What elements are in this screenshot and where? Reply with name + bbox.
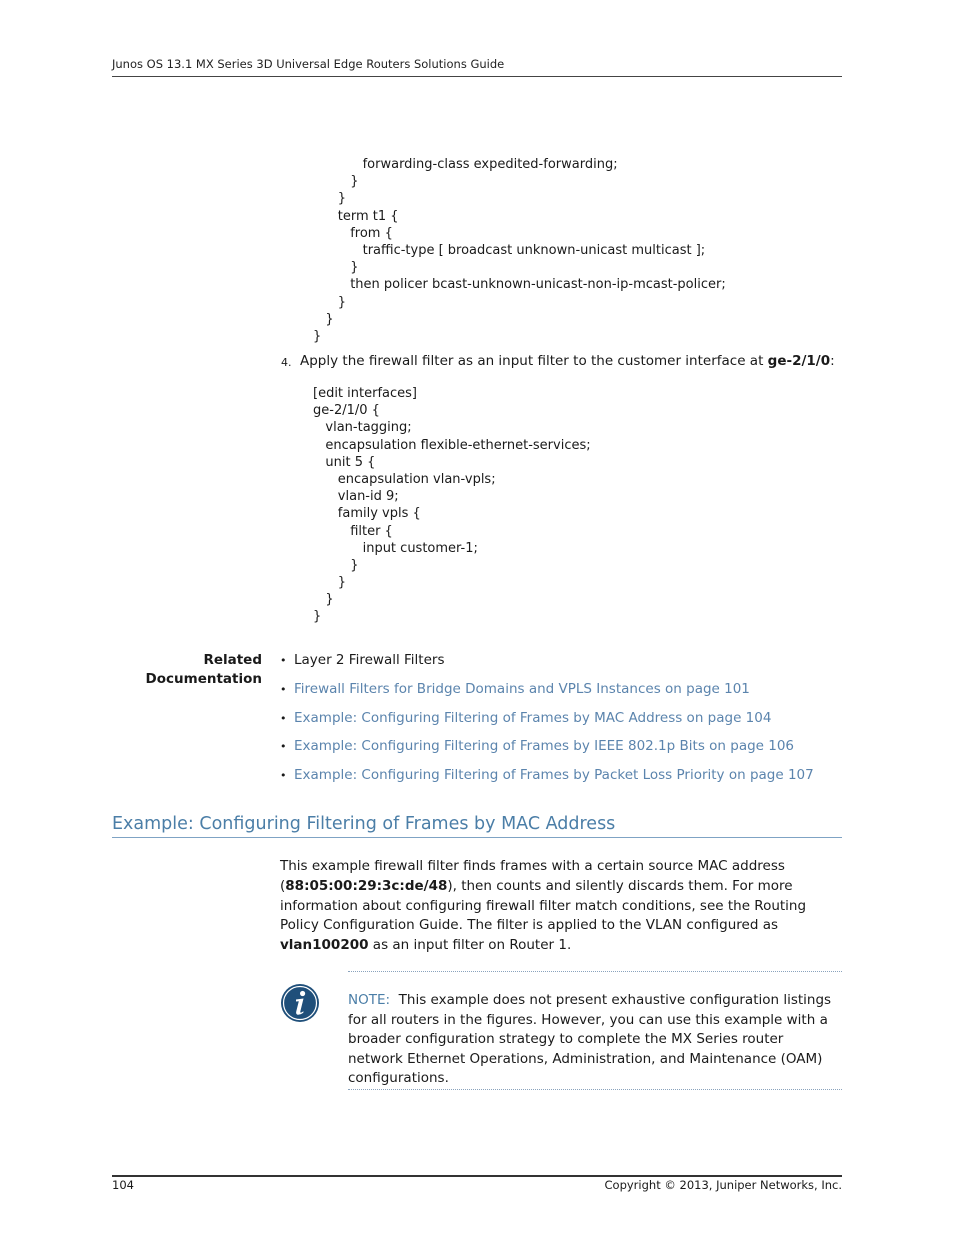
code-block-interfaces <box>313 385 591 626</box>
footer-rule <box>112 1175 842 1177</box>
code-line: } <box>337 191 347 207</box>
code-line: vlan-id 9; <box>337 489 399 505</box>
related-text: Layer 2 Firewall Filters <box>294 652 445 668</box>
step-text-lead: Apply the firewall filter as an input filter to the customer interface at <box>300 353 768 369</box>
info-icon <box>280 983 320 1023</box>
code-line: vlan-tagging; <box>325 420 412 436</box>
related-item[interactable] <box>280 737 814 766</box>
code-line: term t1 { <box>337 208 399 224</box>
running-header: Junos OS 13.1 MX Series 3D Universal Edge Routers Solutions Guide <box>112 57 505 71</box>
code-line: } <box>313 328 322 344</box>
related-item[interactable] <box>280 709 814 738</box>
related-item <box>280 651 814 680</box>
mac-address: 88:05:00:29:3c:de/48 <box>285 877 448 894</box>
section-heading-rule <box>112 837 842 838</box>
section-heading: Example: Configuring Filtering of Frames by MAC Address <box>112 814 616 834</box>
note-text <box>348 991 842 1089</box>
code-line: then policer bcast-unknown-unicast-non-ip-mcast-policer; <box>350 277 726 293</box>
code-line: } <box>350 174 359 190</box>
header-rule <box>112 76 842 77</box>
note-top-divider <box>348 971 842 972</box>
code-line: [edit interfaces] <box>313 386 417 401</box>
related-item[interactable] <box>280 680 814 709</box>
related-link[interactable]: Example: Configuring Filtering of Frames by Packet Loss Priority on page 107 <box>294 767 814 784</box>
code-line: } <box>337 294 347 310</box>
related-link[interactable]: Firewall Filters for Bridge Domains and VPLS Instances on page 101 <box>294 680 750 697</box>
vlan-name: vlan100200 <box>280 937 369 954</box>
related-label-line1: Related <box>203 652 262 668</box>
code-line: } <box>325 592 334 608</box>
code-line: input customer-1; <box>362 540 478 556</box>
code-line: family vpls { <box>337 506 421 522</box>
para-text-2: ), then counts and silently discards them. For more information about configuring firewall filter match conditions, see the Routing Policy Configuration Guide. The filter is applied to the VLAN configured as <box>280 877 807 934</box>
code-line: } <box>337 575 347 591</box>
related-label-line2: Documentation <box>145 671 262 687</box>
code-line: unit 5 { <box>325 454 376 470</box>
related-documentation-list <box>280 651 814 795</box>
step-text <box>300 353 835 369</box>
code-block-firewall-filter <box>313 156 726 345</box>
code-line: filter { <box>350 523 393 539</box>
para-text-1: This example firewall filter finds frames with a certain source MAC address ( <box>280 858 785 894</box>
copyright: Copyright © 2013, Juniper Networks, Inc. <box>604 1178 842 1192</box>
note-label: NOTE: <box>348 992 391 1008</box>
related-link[interactable]: Example: Configuring Filtering of Frames by IEEE 802.1p Bits on page 106 <box>294 738 795 755</box>
step-number: 4. <box>281 356 292 369</box>
page-number: 104 <box>112 1178 134 1192</box>
code-line: from { <box>350 225 393 241</box>
code-line: forwarding-class expedited-forwarding; <box>362 157 618 172</box>
note-body: This example does not present exhaustive configuration listings for all routers in the figures. However, you can use this example with a broader configuration strategy to complete the MX Series router network Ethernet Operations, Administration, and Maintenance (OAM) configurations. <box>348 992 832 1087</box>
code-line: encapsulation flexible-ethernet-services; <box>325 437 591 453</box>
code-line: } <box>325 311 334 327</box>
code-line: } <box>313 609 322 625</box>
related-item[interactable] <box>280 766 814 795</box>
intro-paragraph <box>280 857 840 956</box>
code-line: encapsulation vlan-vpls; <box>337 471 496 487</box>
code-line: } <box>350 260 359 276</box>
related-link[interactable]: Example: Configuring Filtering of Frames by MAC Address on page 104 <box>294 709 772 726</box>
step-text-tail: : <box>830 353 835 369</box>
para-text-3: as an input filter on Router 1. <box>368 937 572 954</box>
note-bottom-divider <box>348 1089 842 1090</box>
code-line: } <box>350 557 359 573</box>
related-documentation-label <box>146 651 262 689</box>
interface-name: ge-2/1/0 <box>767 353 831 369</box>
code-line: traffic-type [ broadcast unknown-unicast multicast ]; <box>362 242 706 258</box>
code-line: ge-2/1/0 { <box>313 403 380 419</box>
